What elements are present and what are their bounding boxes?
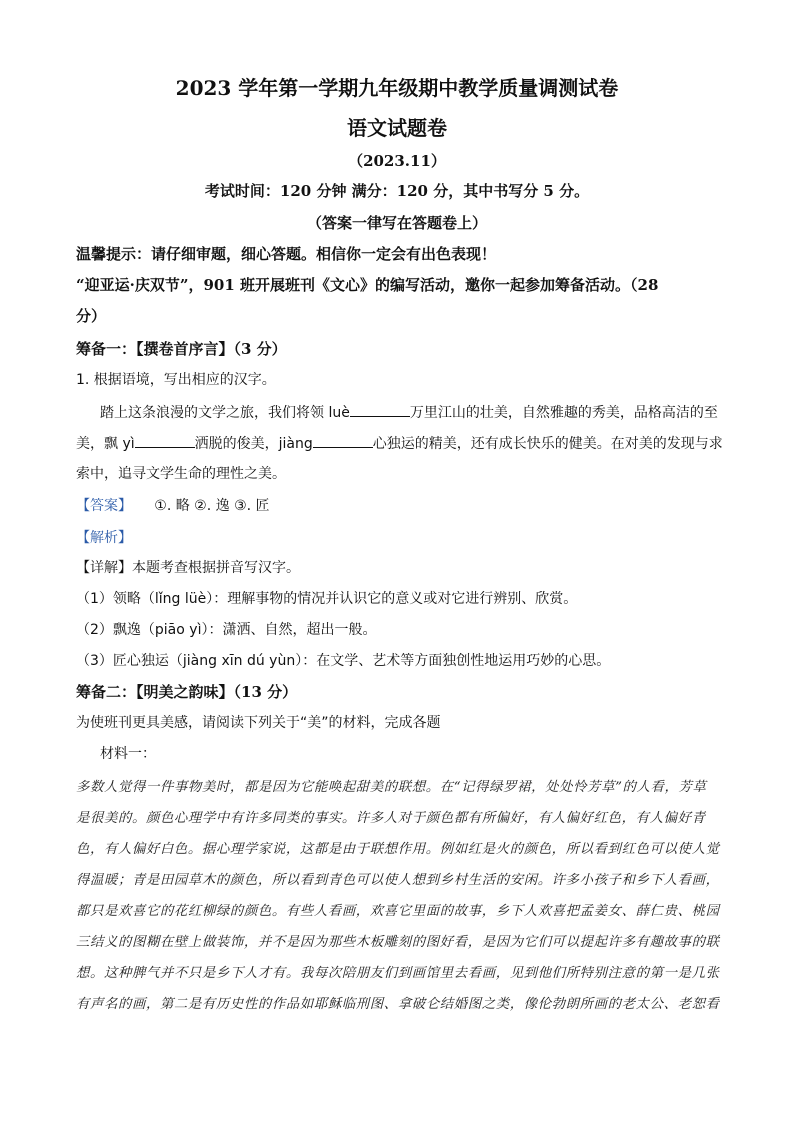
- analysis-label: 【解析】: [76, 530, 132, 546]
- passage-line-3: 索中，追寻文学生命的理性之美。: [76, 466, 286, 482]
- answer-note: （答案一律写在答题卷上）: [306, 214, 487, 232]
- blank-2: [135, 433, 195, 448]
- material-line: 色，有人偏好白色。据心理学家说，这都是由于联想作用。例如红是火的颜色，所以看到红色可以使人觉: [76, 842, 720, 857]
- passage-text-c: 美，飘 yì: [76, 436, 135, 452]
- intro-line-1: “迎亚运·庆双节”，901 班开展班刊《文心》的编写活动，邀你一起参加筹备活动。（28: [76, 276, 659, 294]
- passage-text-b: 万里江山的壮美，自然雅趣的秀美，品格高洁的至: [409, 405, 718, 421]
- detail-line: 【详解】本题考查根据拼音写汉字。: [76, 560, 300, 576]
- intro-line-2: 分）: [76, 307, 107, 325]
- material-line: 想。这种脾气并不只是乡下人才有。我每次陪朋友们到画馆里去看画，见到他们所特别注意的第一是几张: [76, 966, 720, 981]
- material-line: 得温暖；青是田园草木的颜色，所以看到青色可以使人想到乡村生活的安闲。许多小孩子和乡下人看画，: [76, 873, 720, 888]
- material-text: [76, 772, 726, 1020]
- material-line: 有声名的画，第二是有历史性的作品如耶稣临刑图、拿破仑结婚图之类，像伦勃朗所画的老太公、老恕看: [76, 997, 720, 1012]
- detail-item-1: （1）领略（lǐng lüè）：理解事物的情况并认识它的意义或对它进行辨别、欣赏。: [76, 591, 578, 607]
- passage-text-e: 心独运的精美，还有成长快乐的健美。在对美的发现与求: [372, 436, 723, 452]
- answer-values: ①. 略 ②. 逸 ③. 匠: [154, 498, 270, 514]
- answer-label: 【答案】: [76, 498, 132, 514]
- exam-date: （2023.11）: [348, 152, 446, 170]
- material-line: 三结义的图糊在壁上做装饰，并不是因为那些木板雕刻的图好看，是因为它们可以提起许多有趣故事的联: [76, 935, 720, 950]
- passage-text-a: 踏上这条浪漫的文学之旅，我们将领 luè: [100, 405, 350, 421]
- passage-line-2: [76, 433, 726, 454]
- section2-heading: 筹备二：【明美之韵味】（13 分）: [76, 683, 298, 701]
- passage-line-1: [100, 402, 750, 423]
- exam-title: 2023 学年第一学期九年级期中教学质量调测试卷: [175, 76, 619, 100]
- tip: 温馨提示：请仔细审题，细心答题。相信你一定会有出色表现！: [76, 245, 497, 263]
- section1-heading: 筹备一：【撰卷首序言】（3 分）: [76, 340, 287, 358]
- material-label: 材料一：: [100, 746, 156, 762]
- blank-3: [313, 433, 373, 448]
- section2-instruction: 为使班刊更具美感，请阅读下列关于“美”的材料，完成各题: [76, 715, 441, 731]
- passage-text-d: 洒脱的俊美，jiàng: [194, 436, 313, 452]
- question-1: 1. 根据语境，写出相应的汉字。: [76, 372, 276, 388]
- exam-time-info: 考试时间：120 分钟 满分：120 分，其中书写分 5 分。: [204, 182, 590, 200]
- material-line: 是很美的。颜色心理学中有许多同类的事实。许多人对于颜色都有所偏好，有人偏好红色，有人偏好青: [76, 811, 706, 826]
- detail-item-3: （3）匠心独运（jiàng xīn dú yùn）：在文学、艺术等方面独创性地运用巧妙的心思。: [76, 653, 611, 669]
- detail-item-2: （2）飘逸（piāo yì）：潇洒、自然，超出一般。: [76, 622, 377, 638]
- blank-1: [350, 402, 410, 417]
- answer-line: [76, 496, 726, 516]
- material-line: 都只是欢喜它的花红柳绿的颜色。有些人看画，欢喜它里面的故事，乡下人欢喜把孟姜女、薛仁贵、桃园: [76, 904, 720, 919]
- material-line: 多数人觉得一件事物美时，都是因为它能唤起甜美的联想。在“记得绿罗裙，处处怜芳草”的人看，芳草: [76, 780, 707, 795]
- exam-subtitle: 语文试题卷: [347, 116, 447, 140]
